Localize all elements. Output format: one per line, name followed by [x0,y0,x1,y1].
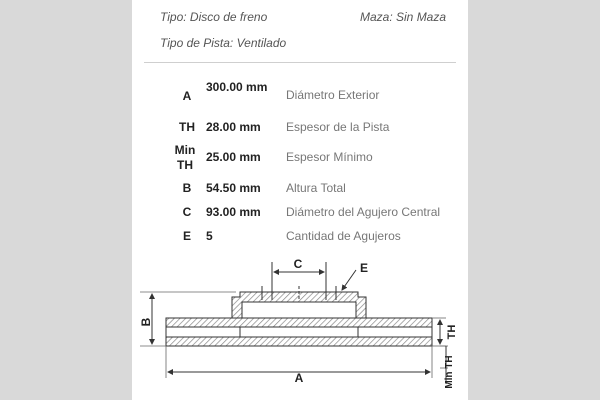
spec-code: A [182,89,192,103]
dimension-th-label: TH [446,324,458,340]
dimension-a-label: A [294,371,304,385]
dimension-min-th-label: Min TH [444,355,455,389]
dimension-c [274,257,324,272]
dimension-e [342,261,368,290]
type-label: Tipo: Disco de freno [160,10,268,24]
dimension-c-label: C [293,257,303,271]
dimension-th [432,318,458,346]
spec-description: Diámetro Exterior [286,88,380,102]
spec-value: 5 [206,229,213,243]
track-type-label: Tipo de Pista: Ventilado [160,36,287,50]
spec-description: Espesor Mínimo [286,150,373,164]
spec-code: Min TH [174,143,196,172]
spec-value: 28.00 mm [206,120,261,134]
spec-value: 54.50 mm [206,181,261,195]
spec-value: 25.00 mm [206,150,261,164]
dimension-a [166,346,432,385]
hub-label: Maza: Sin Maza [360,10,447,24]
vent-vanes [166,327,432,337]
disc-outline [166,292,432,346]
dimension-b-label: B [139,317,153,327]
spec-code: C [182,205,192,219]
spec-code: B [182,181,192,195]
spec-value: 300.00 mm [206,80,268,94]
spec-description: Diámetro del Agujero Central [286,205,441,219]
spec-code: E [182,229,191,243]
spec-code: TH [179,120,195,134]
spec-description: Cantidad de Agujeros [286,229,401,243]
dimension-min-th [440,346,455,389]
dimension-e-label: E [360,261,369,275]
spec-description: Altura Total [286,181,346,195]
spec-description: Espesor de la Pista [286,120,390,134]
spec-value: 93.00 mm [206,205,261,219]
